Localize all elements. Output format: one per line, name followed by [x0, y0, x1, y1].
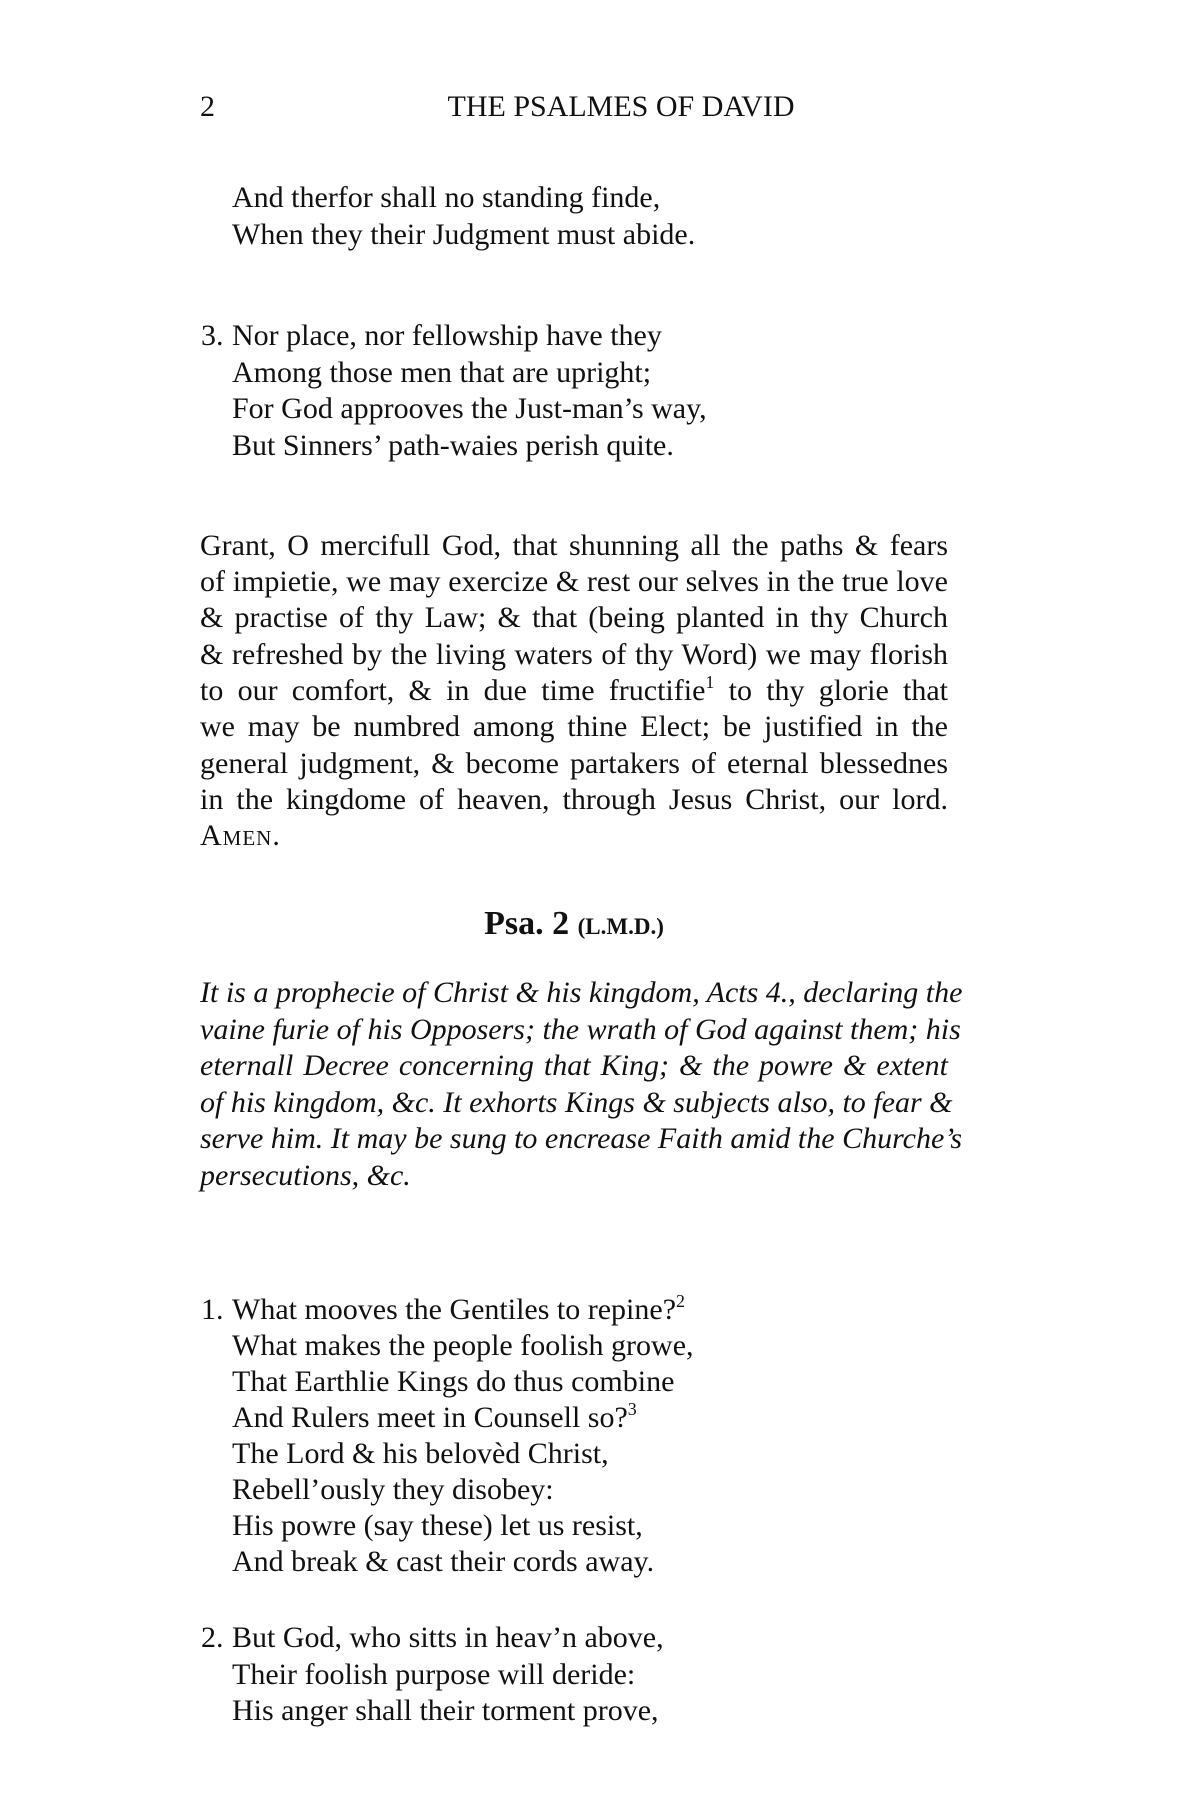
- argument-line: It is a prophecie of Christ & his kingdom, Acts 4., declaring the: [200, 976, 963, 1009]
- prayer-line: general judgment, & become partakers of eternal blessednes: [200, 747, 948, 780]
- prayer-line: & refreshed by the living waters of thy Word) we may florish: [200, 638, 948, 671]
- argument-line: of his kingdom, &c. It exhorts Kings & subjects also, to fear &: [200, 1086, 953, 1119]
- verse-line: But Sinners’ path-waies perish quite.: [232, 429, 674, 462]
- argument-line: serve him. It may be sung to encrease Faith amid the Churche’s: [200, 1122, 963, 1155]
- verse-line: Nor place, nor fellowship have they: [232, 319, 662, 352]
- footnote-marker: 3: [627, 1399, 637, 1419]
- prayer-line-text: to thy glorie that: [714, 674, 949, 707]
- verse-line: And therfor shall no standing finde,: [232, 181, 661, 214]
- verse-line: His anger shall their torment prove,: [232, 1694, 659, 1727]
- footnote-marker: 1: [705, 672, 715, 692]
- verse-line: Rebell’ously they disobey:: [232, 1473, 554, 1506]
- verse-line: What makes the people foolish growe,: [232, 1329, 694, 1362]
- argument-line: persecutions, &c.: [200, 1159, 411, 1192]
- prayer-line: in the kingdome of heaven, through Jesus Christ, our lord.: [200, 783, 948, 816]
- verse-line: That Earthlie Kings do thus combine: [232, 1365, 675, 1398]
- verse-line: [232, 1292, 685, 1328]
- verse-line: Their foolish purpose will deride:: [232, 1658, 636, 1691]
- verse-number: 1.: [201, 1293, 224, 1326]
- verse-line: Among those men that are upright;: [232, 356, 652, 389]
- prayer-line: we may be numbred among thine Elect; be justified in the: [200, 710, 948, 743]
- prayer-line: of impietie, we may exercize & rest our selves in the true love: [200, 565, 948, 598]
- page-number: 2: [200, 90, 215, 123]
- verse-line: [232, 1400, 637, 1436]
- prayer-line-text: to our comfort, & in due time fructifie: [200, 674, 706, 707]
- psalm-meter: (L.M.D.): [577, 914, 664, 939]
- argument-line: vaine furie of his Opposers; the wrath of God against them; his: [200, 1013, 961, 1046]
- prayer-line: & practise of thy Law; & that (being planted in thy Church: [200, 601, 948, 634]
- verse-line: For God approoves the Just-man’s way,: [232, 392, 707, 425]
- verse-line: The Lord & his belovèd Christ,: [232, 1437, 609, 1470]
- verse-line: When they their Judgment must abide.: [232, 218, 696, 251]
- prayer-amen: Amen.: [200, 819, 281, 852]
- verse-line-text: What mooves the Gentiles to repine?: [232, 1293, 677, 1326]
- argument-line: eternall Decree concerning that King; & the powre & extent: [200, 1049, 948, 1082]
- psalm-title: Psa. 2: [484, 905, 570, 942]
- verse-number: 2.: [201, 1621, 224, 1654]
- running-title: THE PSALMES OF DAVID: [447, 90, 795, 123]
- psalm-heading: [200, 904, 948, 947]
- verse-line: But God, who sitts in heav’n above,: [232, 1621, 664, 1654]
- verse-number: 3.: [201, 319, 224, 352]
- verse-line: And break & cast their cords away.: [232, 1545, 655, 1578]
- prayer-line: [200, 673, 948, 709]
- verse-line: His powre (say these) let us resist,: [232, 1509, 643, 1542]
- verse-line-text: And Rulers meet in Counsell so?: [232, 1401, 628, 1434]
- prayer-line: Grant, O mercifull God, that shunning all the paths & fears: [200, 529, 948, 562]
- footnote-marker: 2: [676, 1291, 686, 1311]
